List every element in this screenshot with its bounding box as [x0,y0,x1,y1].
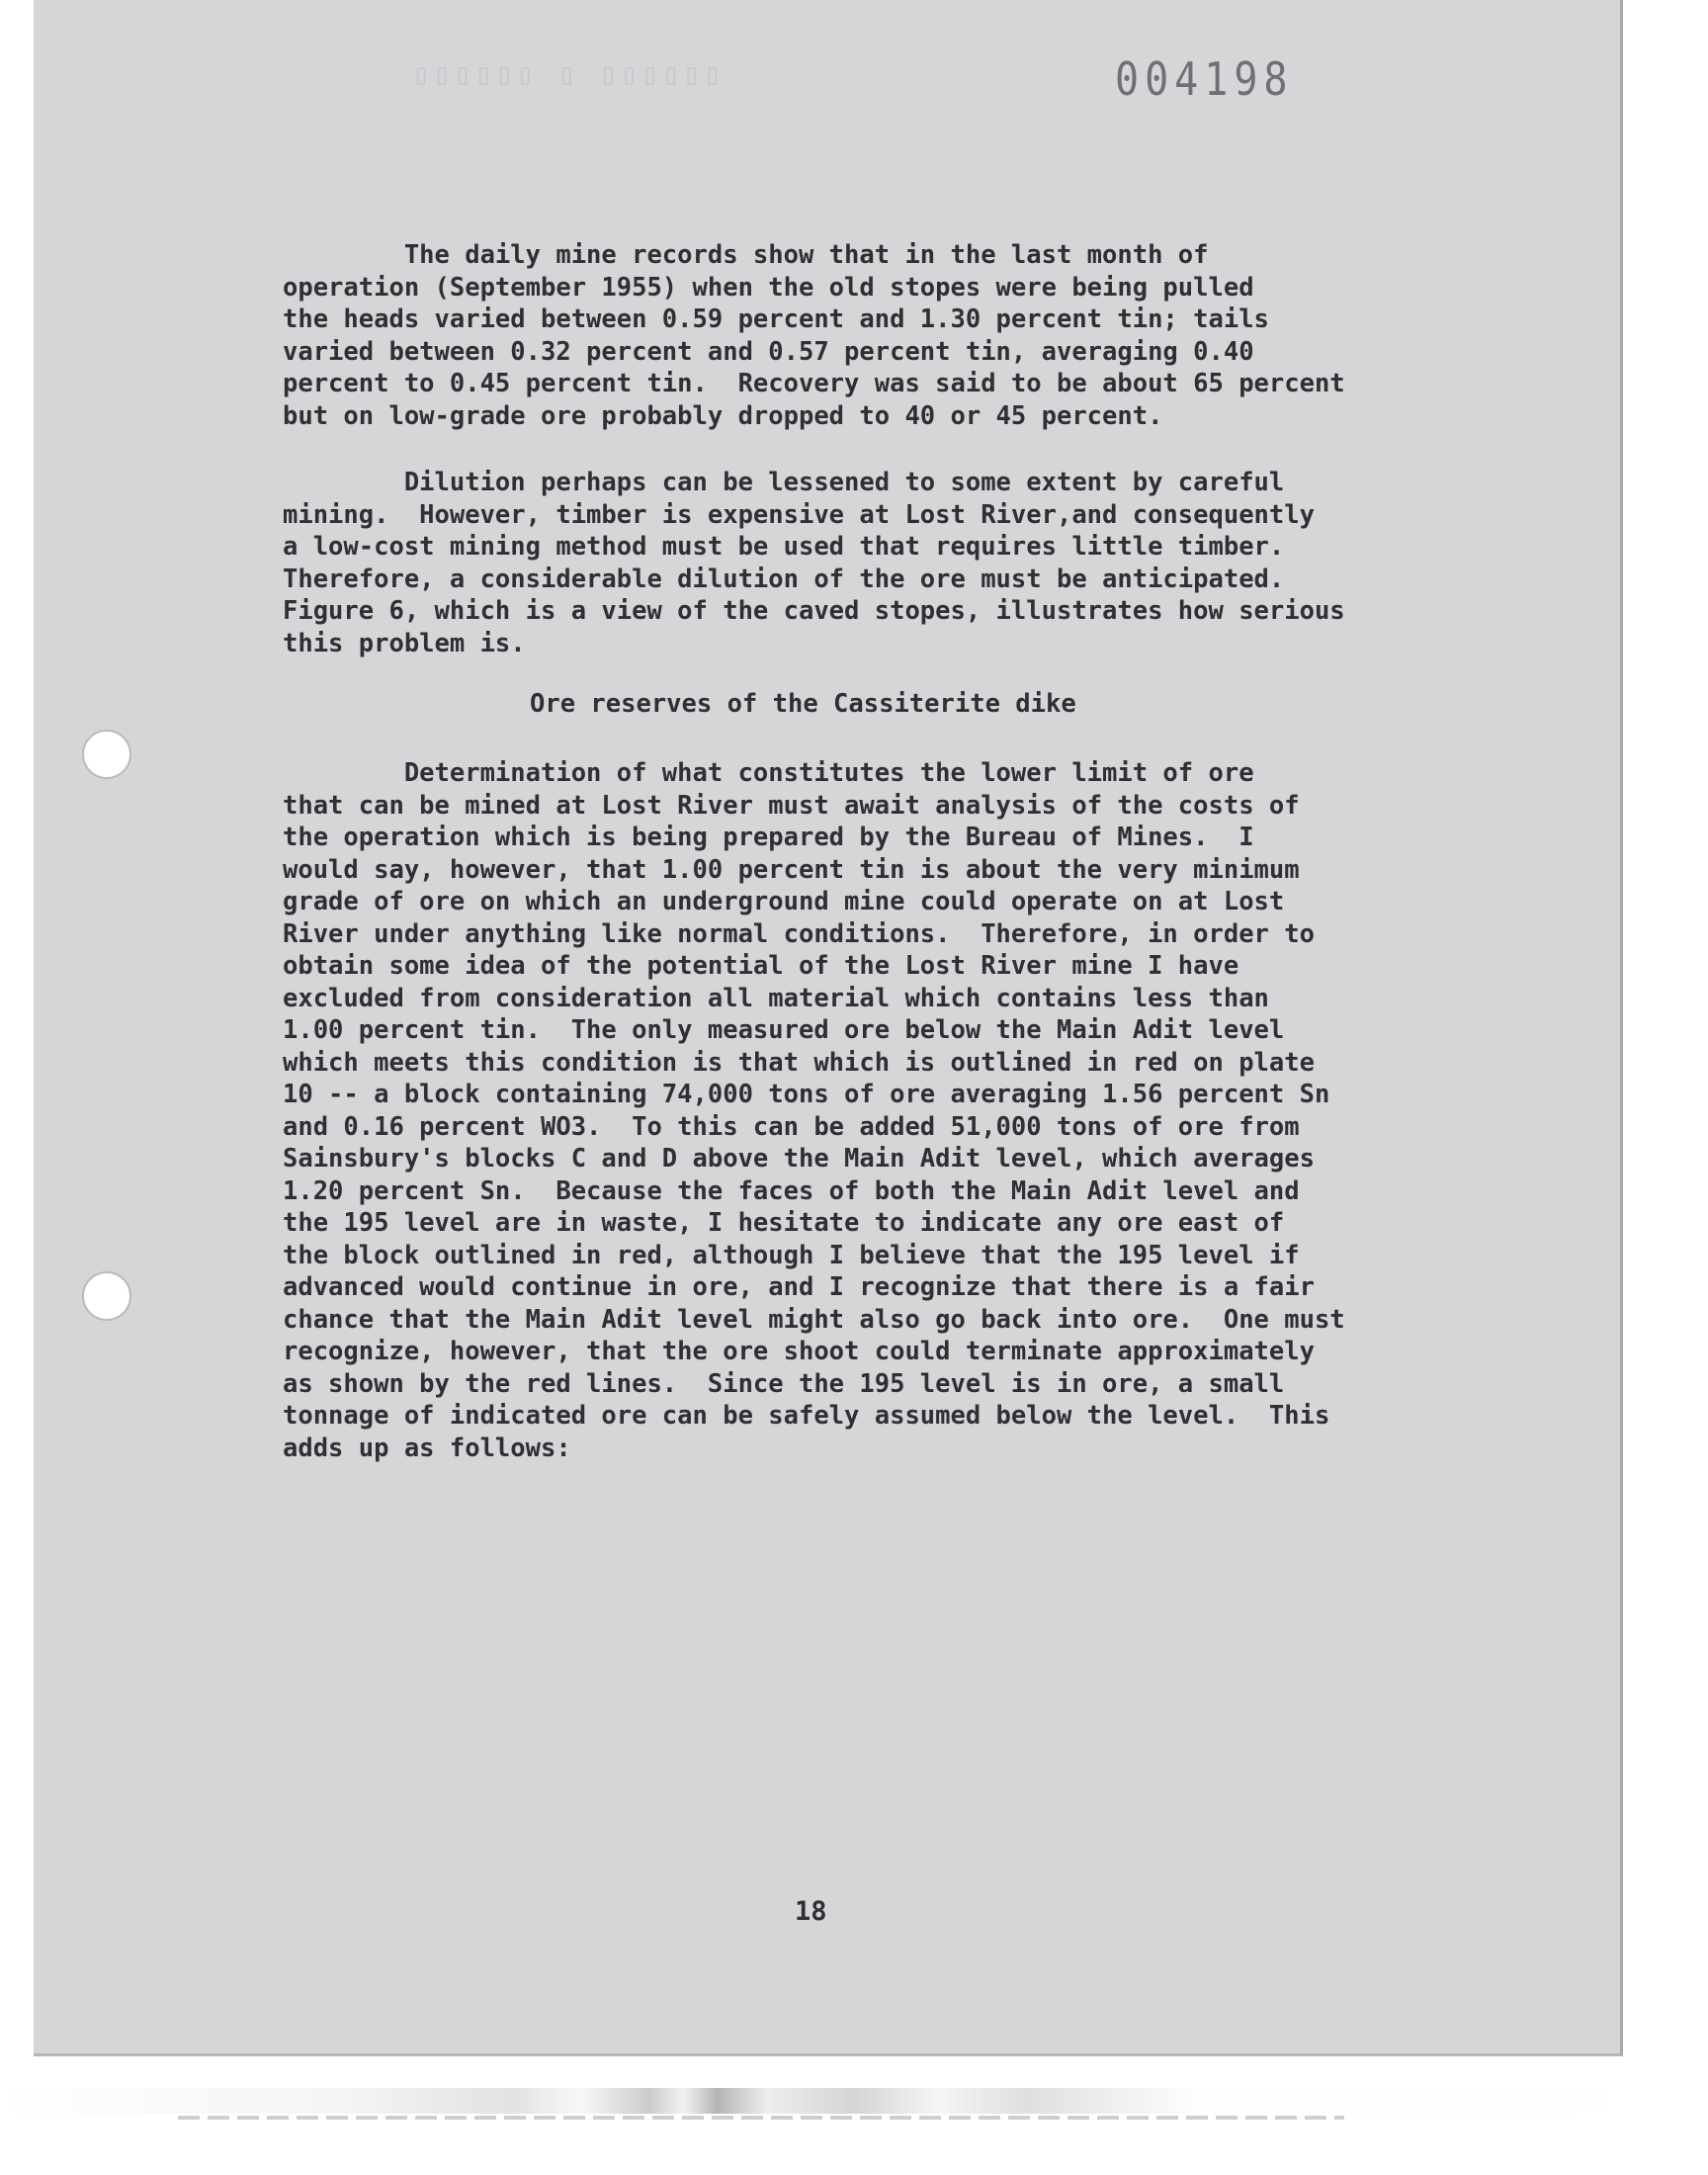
scan-artifact-strip [0,2088,1708,2114]
page-number: 18 [795,1896,827,1927]
bleed-through-mark: ▯▯▯▯▯▯ ▯ ▯▯▯▯▯▯ [409,57,722,92]
document-number: 004198 [1115,53,1294,107]
section-heading: Ore reserves of the Cassiterite dike [530,689,1076,719]
paragraph-dilution: Dilution perhaps can be lessened to some extent by careful mining. However, timber is expensive at Lost River,and consequently a low-cost mining method must be used that requires little timber. Therefore, a considerable dilution of the ore must be anticipated. Figure 6, which is a view of the caved stopes, illustrates how serious this problem is. [283,468,1345,658]
paragraph-ore-reserves: Determination of what constitutes the lower limit of ore that can be mined at Lost River must await analysis of the costs of the operation which is being prepared by the Bureau of Mines. I would say, however, that 1.00 percent tin is about the very minimum grade of ore on which an underground mine could operate on at Lost River under anything like normal conditions. Therefore, in order to obtain some idea of the potential of the Lost River mine I have excluded from consideration all material which contains less than 1.00 percent tin. The only measured ore below the Main Adit level which meets this condition is that which is outlined in red on plate 10 -- a block containing 74,000 tons of ore averaging 1.56 percent Sn and 0.16 percent WO3. To this can be added 51,000 tons of ore from Sainsbury's blocks C and D above the Main Adit level, which averages 1.20 percent Sn. Because the faces of both the Main Adit level and the 195 level are in waste, I hesitate to indicate any ore east of the block outlined in red, although I believe that the 195 level if advanced would continue in ore, and I recognize that there is a fair chance that the Main Adit level might also go back into ore. One must recognize, however, that the ore shoot could terminate approximately as shown by the red lines. Since the 195 level is in ore, a small tonnage of indicated ore can be safely assumed below the level. This adds up as follows: [283,758,1345,1463]
scan-artifact-line [178,2116,1344,2120]
paragraph-mine-records: The daily mine records show that in the last month of operation (September 1955) when the old stopes were being pulled the heads varied between 0.59 percent and 1.30 percent tin; tails varied between 0.32 percent and 0.57 percent tin, averaging 0.40 percent to 0.45 percent tin. Recovery was said to be about 65 percent but on low-grade ore probably dropped to 40 or 45 percent. [283,240,1345,431]
binder-hole-bottom [82,1271,131,1321]
binder-hole-top [82,730,131,779]
